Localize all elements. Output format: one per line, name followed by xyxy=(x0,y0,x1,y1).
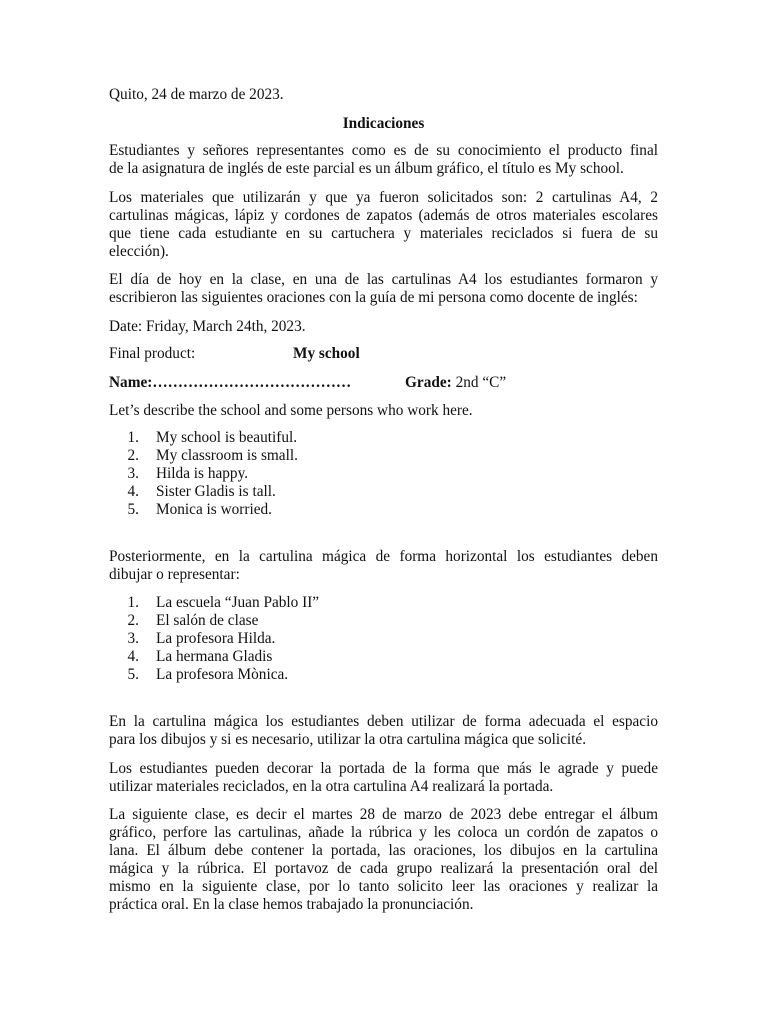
text-line: gráfico, perfore las cartulinas, añade la rúbrica y les coloca un cordón de zapatos o xyxy=(109,824,658,841)
text-line: elección). xyxy=(109,243,169,260)
list-item: 5. Monica is worried. xyxy=(127,501,272,518)
list-item: 4. La hermana Gladis xyxy=(127,648,273,665)
text-line: Los materiales que utilizarán y que ya fueron solicitados son: 2 cartulinas A4, 2 xyxy=(109,189,658,206)
text-line: En la cartulina mágica los estudiantes deben utilizar de forma adecuada el espacio xyxy=(109,713,658,730)
text-line: lana. El álbum debe contener la portada, las oraciones, los dibujos en la cartulina xyxy=(109,842,658,859)
text-line: La siguiente clase, es decir el martes 28 de marzo de 2023 debe entregar el álbum xyxy=(109,806,658,823)
list-item: 4. Sister Gladis is tall. xyxy=(127,483,276,500)
text-line: cartulinas mágicas, lápiz y cordones de zapatos (además de otros materiales escolares xyxy=(109,207,658,224)
board-date: Date: Friday, March 24th, 2023. xyxy=(109,318,306,335)
grade-label: Grade: xyxy=(405,374,452,391)
text-line: práctica oral. En la clase hemos trabajado la pronunciación. xyxy=(109,896,474,913)
text-line: El día de hoy en la clase, en una de las cartulinas A4 los estudiantes formaron y xyxy=(109,271,658,288)
list-item: 2. El salón de clase xyxy=(127,612,259,629)
text-line: que tiene cada estudiante en su cartuchera y materiales reciclados si fuera de su xyxy=(109,225,658,242)
final-product-row xyxy=(109,345,360,362)
final-product-value: My school xyxy=(293,345,360,362)
text-line: de la asignatura de inglés de este parcial es un álbum gráfico, el título es My school. xyxy=(109,160,624,177)
text-line: mágica y la rúbrica. El portavoz de cada grupo realizará la presentación oral del xyxy=(109,860,658,877)
document-heading: Indicaciones xyxy=(342,115,425,132)
text-line: utilizar materiales reciclados, en la otra cartulina A4 realizará la portada. xyxy=(109,778,554,795)
list-item: 1. La escuela “Juan Pablo II” xyxy=(127,594,320,611)
name-grade-row xyxy=(109,374,658,391)
drawings-list xyxy=(109,594,658,684)
text-line: Posteriormente, en la cartulina mágica de forma horizontal los estudiantes deben xyxy=(109,548,658,565)
text-line: escribieron las siguientes oraciones con la guía de mi persona como docente de inglés: xyxy=(109,289,638,306)
text-line: Estudiantes y señores representantes como es de su conocimiento el producto final xyxy=(109,142,658,159)
grade-value: 2nd “C” xyxy=(455,374,507,391)
list-item: 2. My classroom is small. xyxy=(127,447,298,464)
text-line: mismo en la siguiente clase, por lo tanto solicito leer las oraciones y realizar la xyxy=(109,878,658,895)
list-item: 5. La profesora Mònica. xyxy=(127,666,289,683)
date-line: Quito, 24 de marzo de 2023. xyxy=(109,86,284,103)
name-label: Name:………………………………… xyxy=(109,374,352,391)
final-product-label: Final product: xyxy=(109,345,196,362)
text-line: para los dibujos y si es necesario, utilizar la otra cartulina mágica que solicité. xyxy=(109,731,587,748)
list-item: 1. My school is beautiful. xyxy=(127,429,298,446)
grade-field xyxy=(405,374,506,391)
describe-intro: Let’s describe the school and some persons who work here. xyxy=(109,402,473,419)
sentences-list xyxy=(109,429,658,519)
text-line: Los estudiantes pueden decorar la portada de la forma que más le agrade y puede xyxy=(109,760,658,777)
list-item: 3. Hilda is happy. xyxy=(127,465,249,482)
list-item: 3. La profesora Hilda. xyxy=(127,630,276,647)
text-line: dibujar o representar: xyxy=(109,566,240,583)
